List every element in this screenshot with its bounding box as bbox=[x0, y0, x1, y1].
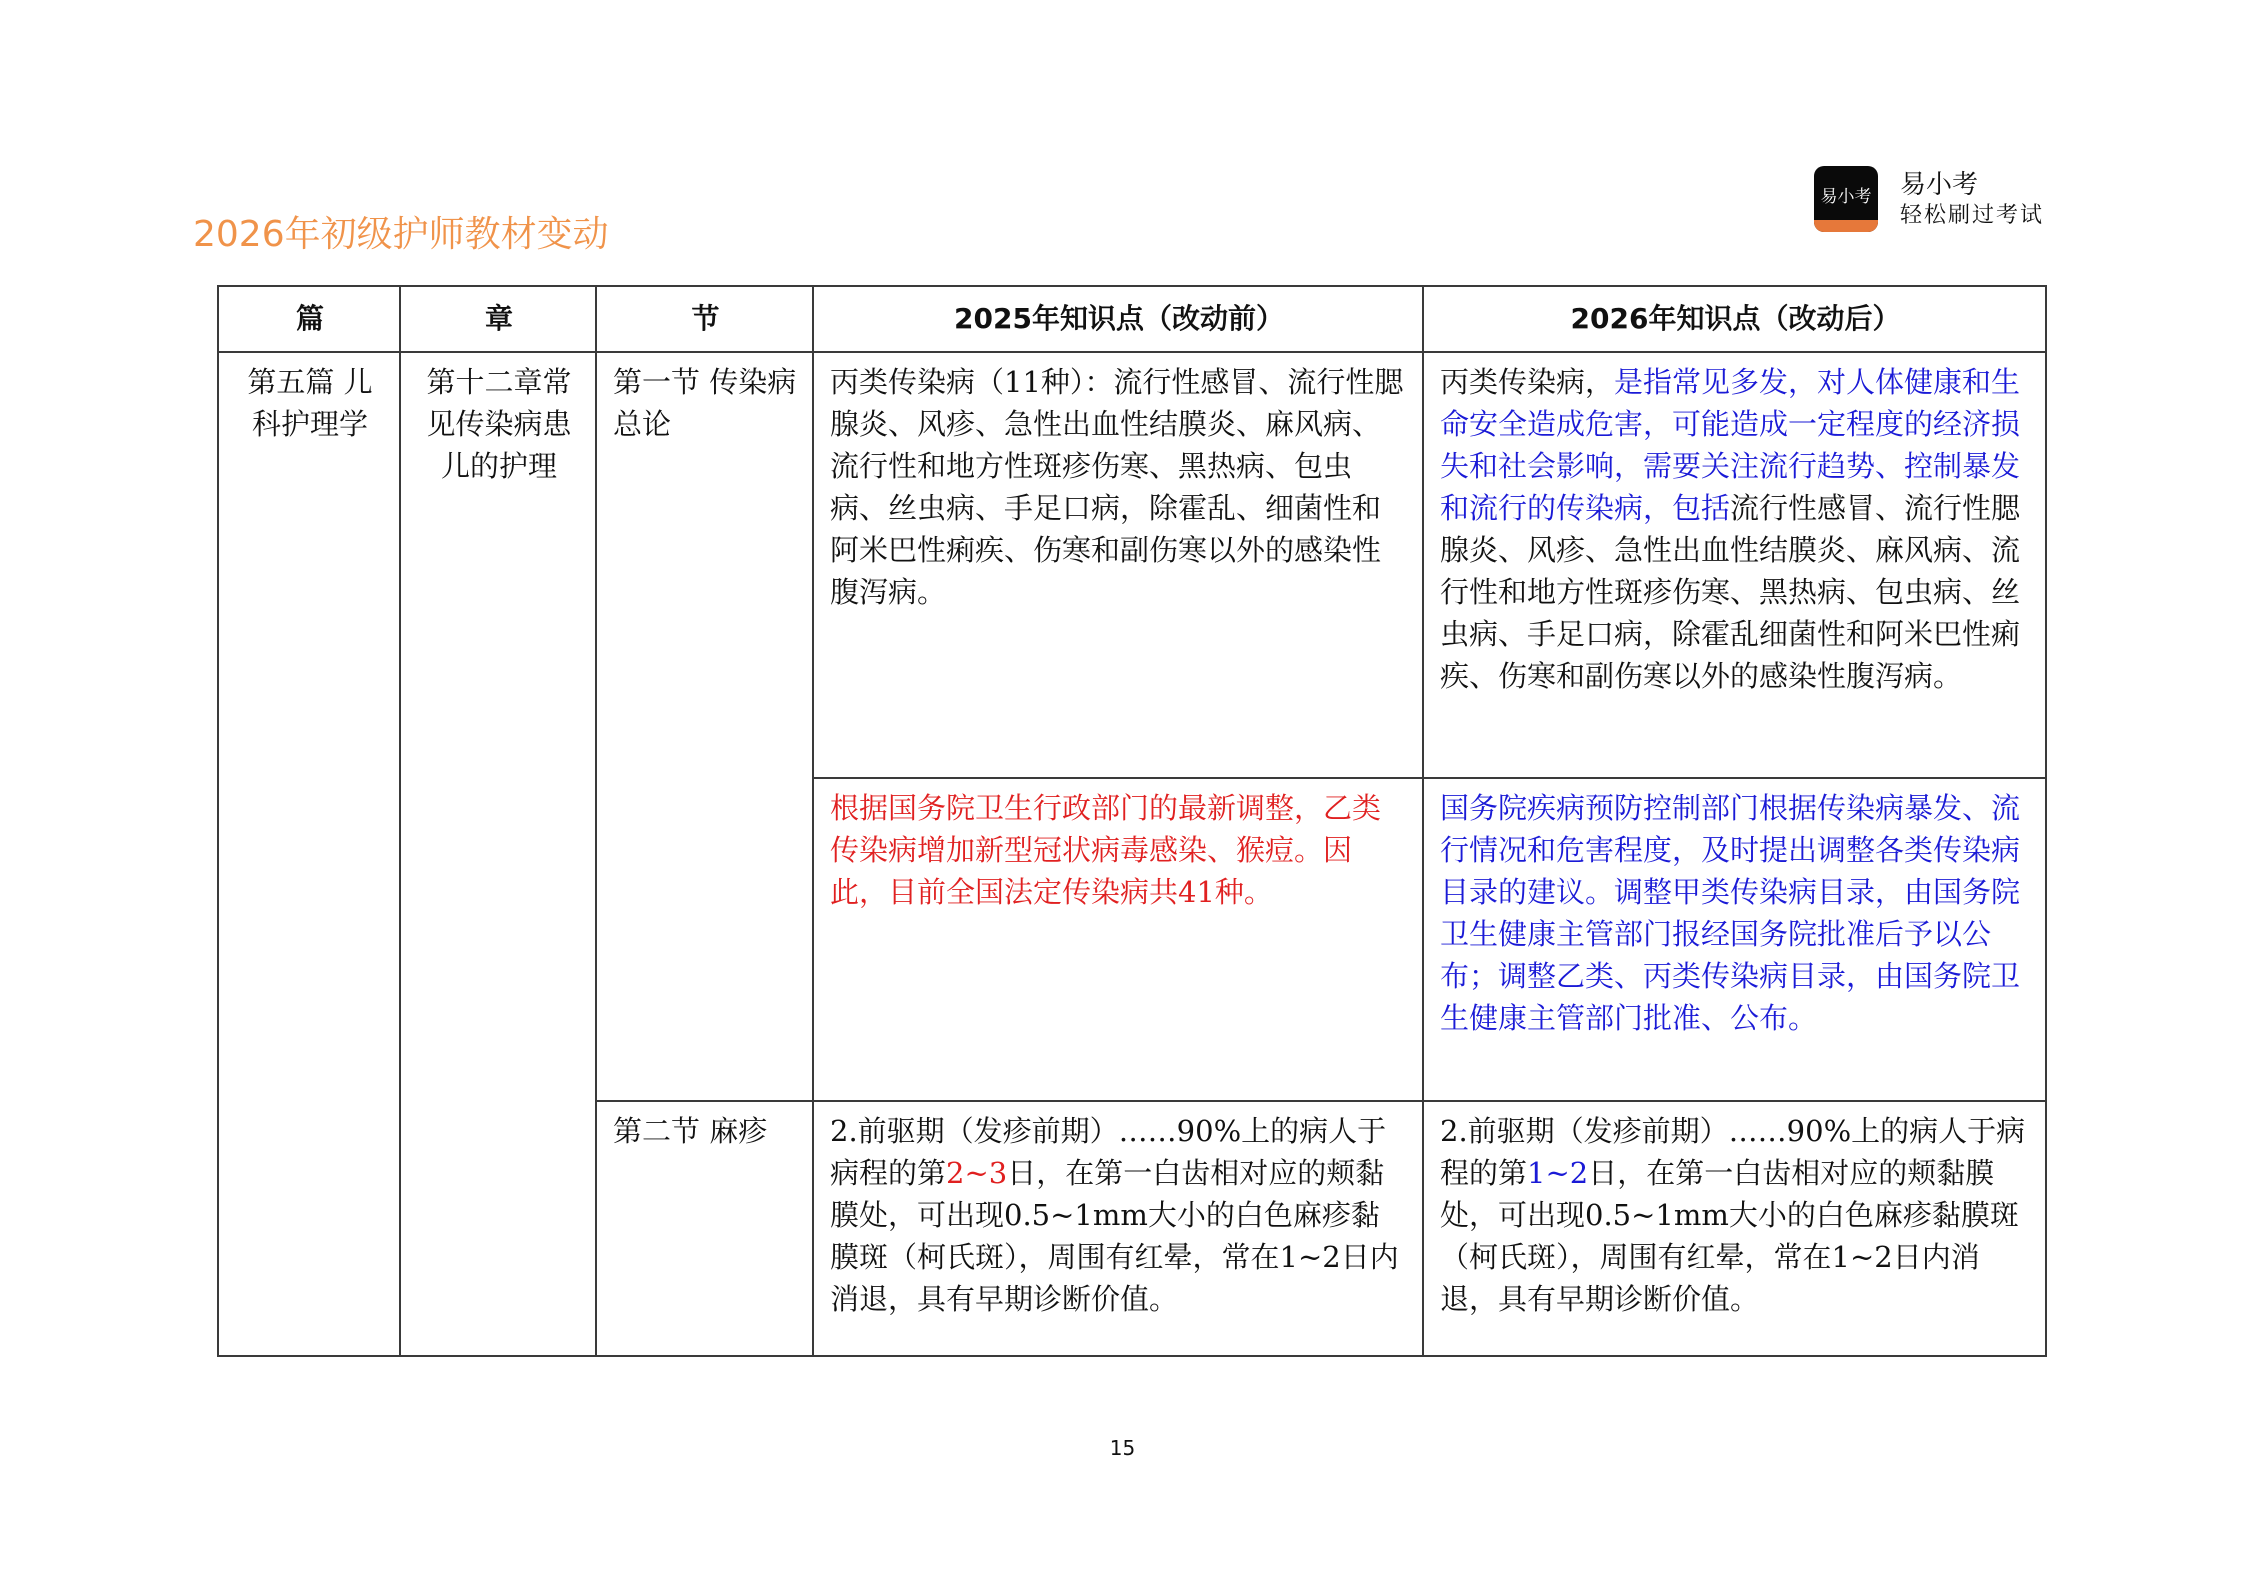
text-segment: 2~3 bbox=[946, 1156, 1008, 1190]
after-cell bbox=[1423, 778, 2046, 1101]
after-cell bbox=[1423, 352, 2046, 778]
before-cell bbox=[813, 1101, 1423, 1356]
text-segment: 是指常见多发，对人体健康和生命安全造成危害，可能造成一定程度的经济损失和社会影响，需要关注流行趋势、控制暴发和流行的传染病，包括 bbox=[1440, 365, 2021, 525]
page-title: 2026年初级护师教材变动 bbox=[193, 214, 609, 255]
section-cell: 第二节 麻疹 bbox=[596, 1101, 813, 1356]
text-segment: 根据国务院卫生行政部门的最新调整，乙类传染病增加新型冠状病毒感染、猴痘。因此，目前全国法定传染病共41种。 bbox=[830, 791, 1382, 909]
text-segment: 1~2 bbox=[1527, 1156, 1589, 1190]
before-cell bbox=[813, 778, 1423, 1101]
brand-logo-bar bbox=[1814, 220, 1878, 232]
text-segment: 2.前驱期（发疹前期）……90%上的病人于病程的第 bbox=[830, 1114, 1387, 1190]
column-header-part: 篇 bbox=[218, 286, 400, 352]
brand-text bbox=[1900, 169, 2044, 229]
text-segment: 国务院疾病预防控制部门根据传染病暴发、流行情况和危害程度，及时提出调整各类传染病目录的建议。调整甲类传染病目录，由国务院卫生健康主管部门报经国务院批准后予以公布；调整乙类、丙类传染病目录，由国务院卫生健康主管部门批准、公布。 bbox=[1440, 791, 2021, 1035]
text-segment: 日，在第一白齿相对应的颊黏膜处，可出现0.5~1mm大小的白色麻疹黏膜斑（柯氏斑），周围有红晕，常在1~2日内消退，具有早期诊断价值。 bbox=[830, 1156, 1399, 1316]
brand-slogan: 轻松刷过考试 bbox=[1900, 202, 2045, 228]
changes-table bbox=[217, 285, 2047, 1357]
column-header-section: 节 bbox=[596, 286, 813, 352]
text-segment: 流行性感冒、流行性腮腺炎、风疹、急性出血性结膜炎、麻风病、流行性和地方性斑疹伤寒、黑热病、包虫病、丝虫病、手足口病，除霍乱细菌性和阿米巴性痢疾、伤寒和副伤寒以外的感染性腹泻病。 bbox=[1440, 491, 2021, 693]
brand bbox=[1814, 166, 2044, 232]
after-cell bbox=[1423, 1101, 2046, 1356]
text-segment: 丙类传染病， bbox=[1440, 365, 1615, 399]
table-row bbox=[218, 352, 2046, 778]
brand-logo-text: 易小考 bbox=[1820, 186, 1872, 207]
column-header-chapter: 章 bbox=[400, 286, 596, 352]
section-cell: 第一节 传染病总论 bbox=[596, 352, 813, 1101]
brand-name: 易小考 bbox=[1900, 170, 1979, 200]
chapter-cell: 第十二章常见传染病患儿的护理 bbox=[400, 352, 596, 1356]
table-header-row bbox=[218, 286, 2046, 352]
column-header-before: 2025年知识点（改动前） bbox=[813, 286, 1423, 352]
part-cell: 第五篇 儿科护理学 bbox=[218, 352, 400, 1356]
text-segment: 日，在第一白齿相对应的颊黏膜处，可出现0.5~1mm大小的白色麻疹黏膜斑（柯氏斑），周围有红晕，常在1~2日内消退，具有早期诊断价值。 bbox=[1440, 1156, 2019, 1316]
before-cell bbox=[813, 352, 1423, 778]
brand-logo-icon bbox=[1814, 166, 1878, 232]
page-number: 15 bbox=[1109, 1436, 1136, 1460]
column-header-after: 2026年知识点（改动后） bbox=[1423, 286, 2046, 352]
text-segment: 2.前驱期（发疹前期）……90%上的病人于病程的第 bbox=[1440, 1114, 2026, 1190]
text-segment: 丙类传染病（11种）：流行性感冒、流行性腮腺炎、风疹、急性出血性结膜炎、麻风病、流行性和地方性斑疹伤寒、黑热病、包虫病、丝虫病、手足口病，除霍乱、细菌性和阿米巴性痢疾、伤寒和副伤寒以外的感染性腹泻病。 bbox=[830, 365, 1404, 609]
